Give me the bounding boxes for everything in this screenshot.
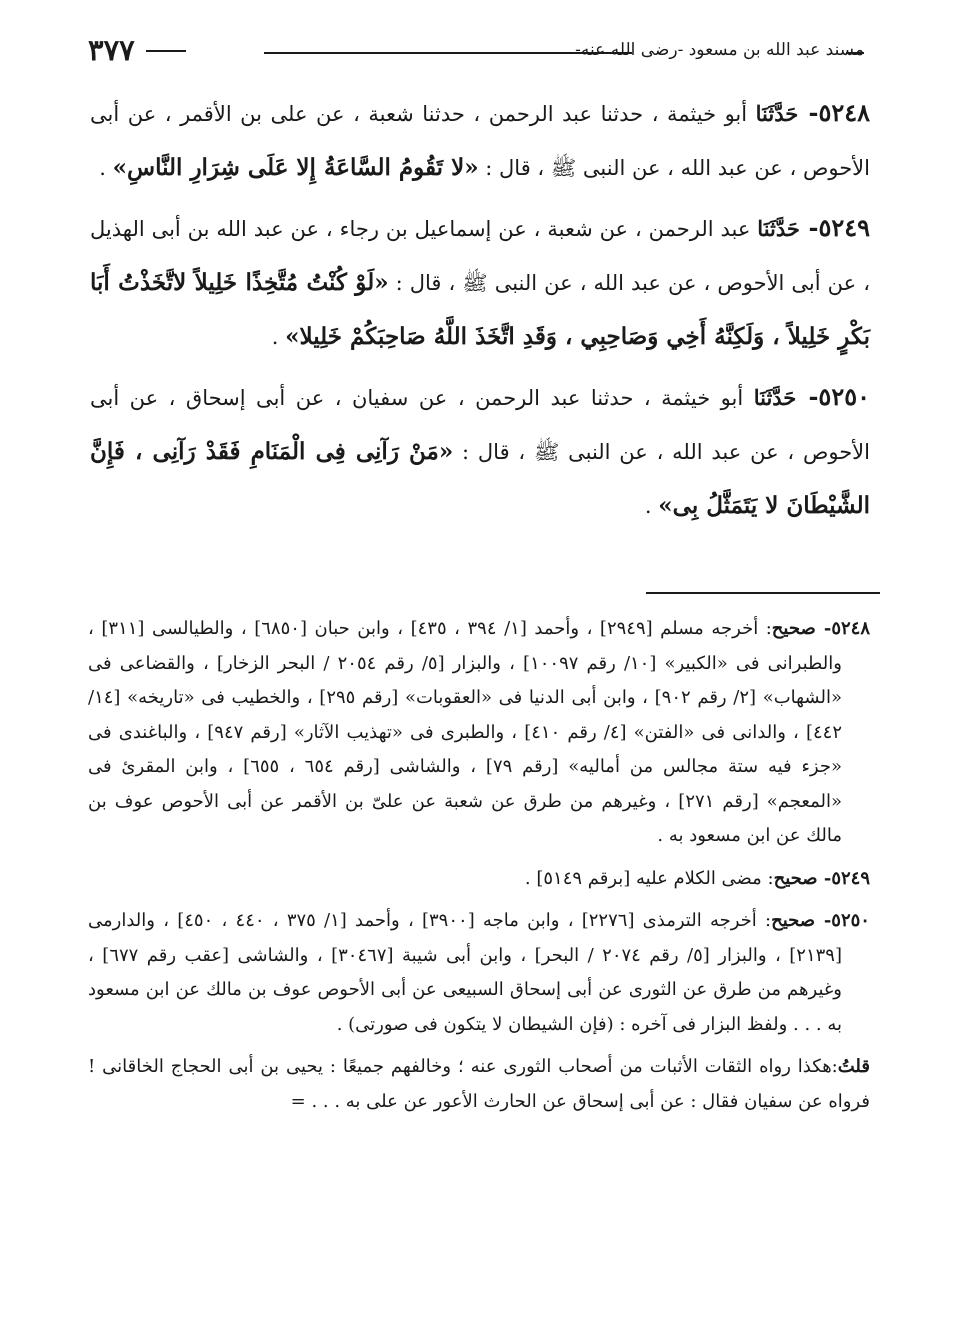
hadith-matn: «لَوْ كُنْتُ مُتَّخِذًا خَلِيلاً لاتَّخَذْتُ أَبَا بَكْرٍ خَلِيلاً ، وَلَكِنَّهُ أَخِي وَصَاحِبِي ، وَقَدِ اتَّخَذَ اللَّهُ صَاحِبَكُمْ خَلِيلا» [90,269,870,350]
hadith-entry: ٥٢٤٨- حَدَّثَنَا أبو خيثمة ، حدثنا عبد الرحمن ، حدثنا شعبة ، عن على بن الأقمر ، عن أبى الأحوص ، عن عبد الله ، عن النبى ﷺ ، قال : «لا تَقُومُ السَّاعَةُ إِلا عَلَى شِرَارِ النَّاسِ» . [90,98,870,181]
footnote-text: : مضى الكلام عليه [برقم ٥١٤٩] . [524,867,774,889]
closing-note [88,1050,870,1119]
footnotes [88,612,870,1119]
hadith-entry: ٥٢٤٩- حَدَّثَنَا عبد الرحمن ، عن شعبة ، عن إسماعيل بن رجاء ، عن عبد الله بن أبى الهذيل ، عن أبى الأحوص ، عن عبد الله ، عن النبى ﷺ ، قال : «لَوْ كُنْتُ مُتَّخِذًا خَلِيلاً لاتَّخَذْتُ أَبَا بَكْرٍ خَلِيلاً ، وَلَكِنَّهُ أَخِي وَصَاحِبِي ، وَقَدِ اتَّخَذَ اللَّهُ صَاحِبَكُمْ خَلِيلا» . [90,213,870,350]
hadith-end: . [644,494,659,518]
footnote-text: : أخرجه الترمذى [٢٢٧٦] ، وابن ماجه [٣٩٠٠] ، وأحمد [١/ ٣٧٥ ، ٤٤٠ ، ٤٥٠] ، والدارمى [٢١٣٩] ، والبزار [٥/ رقم ٢٠٧٤ / البحر] ، وابن أبى شيبة [٣٠٤٦٧] ، والشاشى [عقب رقم ٦٧٧] ، وغيرهم من طرق عن الثورى عن أبى إسحاق السبيعى عن أبى الأحوص عوف بن مالك عن ابن مسعود به . . . ولفظ البزار فى آخره : (فإن الشيطان لا يتكون فى صورتى) . [88,910,842,1035]
footnote-grade: صحيح [771,910,816,931]
footnote-number: ٥٢٤٩ [831,867,870,889]
hadith-entry: ٥٢٥٠- حَدَّثَنَا أبو خيثمة ، حدثنا عبد الرحمن ، عن سفيان ، عن أبى إسحاق ، عن أبى الأحوص ، عن عبد الله ، عن النبى ﷺ ، قال : «مَنْ رَآنِى فِى الْمَنَامِ فَقَدْ رَآنِى ، فَإِنَّ الشَّيْطَانَ لا يَتَمَثَّلُ بِى» . [90,382,870,519]
hadith-matn: «مَنْ رَآنِى فِى الْمَنَامِ فَقَدْ رَآنِى ، فَإِنَّ الشَّيْطَانَ لا يَتَمَثَّلُ بِى» [90,438,870,519]
running-title-dash [846,52,864,54]
footnote-number: ٥٢٤٨ [831,618,870,639]
hadith-isnad: أبو خيثمة ، حدثنا عبد الرحمن ، حدثنا شعبة ، عن على بن الأقمر ، عن أبى الأحوص ، عن عبد الله ، عن النبى ﷺ ، قال : [90,102,870,180]
hadith-lead: حَدَّثَنَا [753,385,797,410]
closing-note-label: قلتُ [837,1056,870,1077]
hadith-number: ٥٢٤٩ [818,213,870,242]
hadith-number: ٥٢٤٨ [818,98,870,127]
hadith-matn: «لا تَقُومُ السَّاعَةُ إِلا عَلَى شِرَارِ النَّاسِ» [112,154,479,181]
hadith-lead: حَدَّثَنَا [755,101,799,126]
hadith-end: . [271,325,286,349]
footnote-grade: صحيح [771,618,816,639]
page-number-dash [146,50,186,52]
page-header [88,30,864,70]
hadith-isnad: أبو خيثمة ، حدثنا عبد الرحمن ، عن سفيان ، عن أبى إسحاق ، عن أبى الأحوص ، عن عبد الله ، عن النبى ﷺ ، قال : [90,386,870,464]
running-title: مسند عبد الله بن مسعود -رضى الله عنه- [575,40,864,60]
footnote: ٥٢٥٠- صحيح: أخرجه الترمذى [٢٢٧٦] ، وابن ماجه [٣٩٠٠] ، وأحمد [١/ ٣٧٥ ، ٤٤٠ ، ٤٥٠] ، والدارمى [٢١٣٩] ، والبزار [٥/ رقم ٢٠٧٤ / البحر] ، وابن أبى شيبة [٣٠٤٦٧] ، والشاشى [عقب رقم ٦٧٧] ، وغيرهم من طرق عن الثورى عن أبى إسحاق السبيعى عن أبى الأحوص عوف بن مالك عن ابن مسعود به . . . ولفظ البزار فى آخره : (فإن الشيطان لا يتكون فى صورتى) . [88,910,870,1035]
footnote-text: : أخرجه مسلم [٢٩٤٩] ، وأحمد [١/ ٣٩٤ ، ٤٣٥] ، وابن حبان [٦٨٥٠] ، والطيالسى [٣١١] ، والطبرانى فى «الكبير» [١٠/ رقم ١٠٠٩٧] ، والبزار [٥/ رقم ٢٠٥٤ / البحر الزخار] ، والقضاعى فى «الشهاب» [٢/ رقم ٩٠٢] ، وابن أبى الدنيا فى «العقوبات» [رقم ٢٩٥] ، والخطيب فى «تاريخه» [١٤/ ٤٤٢] ، والدانى فى «الفتن» [٤/ رقم ٤١٠] ، والطبرى فى «تهذيب الآثار» [رقم ٩٤٧] ، والباغندى فى «جزء فيه ستة مجالس من أماليه» [رقم ٧٩] ، والشاشى [رقم ٦٥٤ ، ٦٥٥] ، وابن المقرئ فى «المعجم» [رقم ٢٧١] ، وغيرهم من طرق عن شعبة عن علىّ بن الأقمر عن أبى الأحوص عوف بن مالك عن ابن مسعود به . [88,618,842,846]
main-text [90,86,870,539]
footnote-number: ٥٢٥٠ [831,910,870,931]
hadith-lead: حَدَّثَنَا [757,216,800,241]
footnote-grade: صحيح [773,867,818,889]
footnote: ٥٢٤٨- صحيح: أخرجه مسلم [٢٩٤٩] ، وأحمد [١/ ٣٩٤ ، ٤٣٥] ، وابن حبان [٦٨٥٠] ، والطيالسى [٣١١] ، والطبرانى فى «الكبير» [١٠/ رقم ١٠٠٩٧] ، والبزار [٥/ رقم ٢٠٥٤ / البحر الزخار] ، والقضاعى فى «الشهاب» [٢/ رقم ٩٠٢] ، وابن أبى الدنيا فى «العقوبات» [رقم ٢٩٥] ، والخطيب فى «تاريخه» [١٤/ ٤٤٢] ، والدانى فى «الفتن» [٤/ رقم ٤١٠] ، والطبرى فى «تهذيب الآثار» [رقم ٩٤٧] ، والباغندى فى «جزء فيه ستة مجالس من أماليه» [رقم ٧٩] ، والشاشى [رقم ٦٥٤ ، ٦٥٥] ، وابن المقرئ فى «المعجم» [رقم ٢٧١] ، وغيرهم من طرق عن شعبة عن علىّ بن الأقمر عن أبى الأحوص عوف بن مالك عن ابن مسعود به . [88,618,870,846]
footnote-separator [646,592,880,594]
footnote: ٥٢٤٩- صحيح: مضى الكلام عليه [برقم ٥١٤٩] . [524,867,870,889]
page-number: ٣٧٧ [88,33,135,67]
hadith-end: . [99,156,113,180]
hadith-isnad: عبد الرحمن ، عن شعبة ، عن إسماعيل بن رجاء ، عن عبد الله بن أبى الهذيل ، عن أبى الأحوص ، عن عبد الله ، عن النبى ﷺ ، قال : [90,217,870,295]
closing-note-text: :هكذا رواه الثقات الأثبات من أصحاب الثورى عنه ؛ وخالفهم جميعًا : يحيى بن أبى الحجاج الخاقانى ! فرواه عن سفيان فقال : عن أبى إسحاق عن الحارث الأعور عن على به . . . = [88,1056,870,1112]
hadith-number: ٥٢٥٠ [818,382,870,411]
